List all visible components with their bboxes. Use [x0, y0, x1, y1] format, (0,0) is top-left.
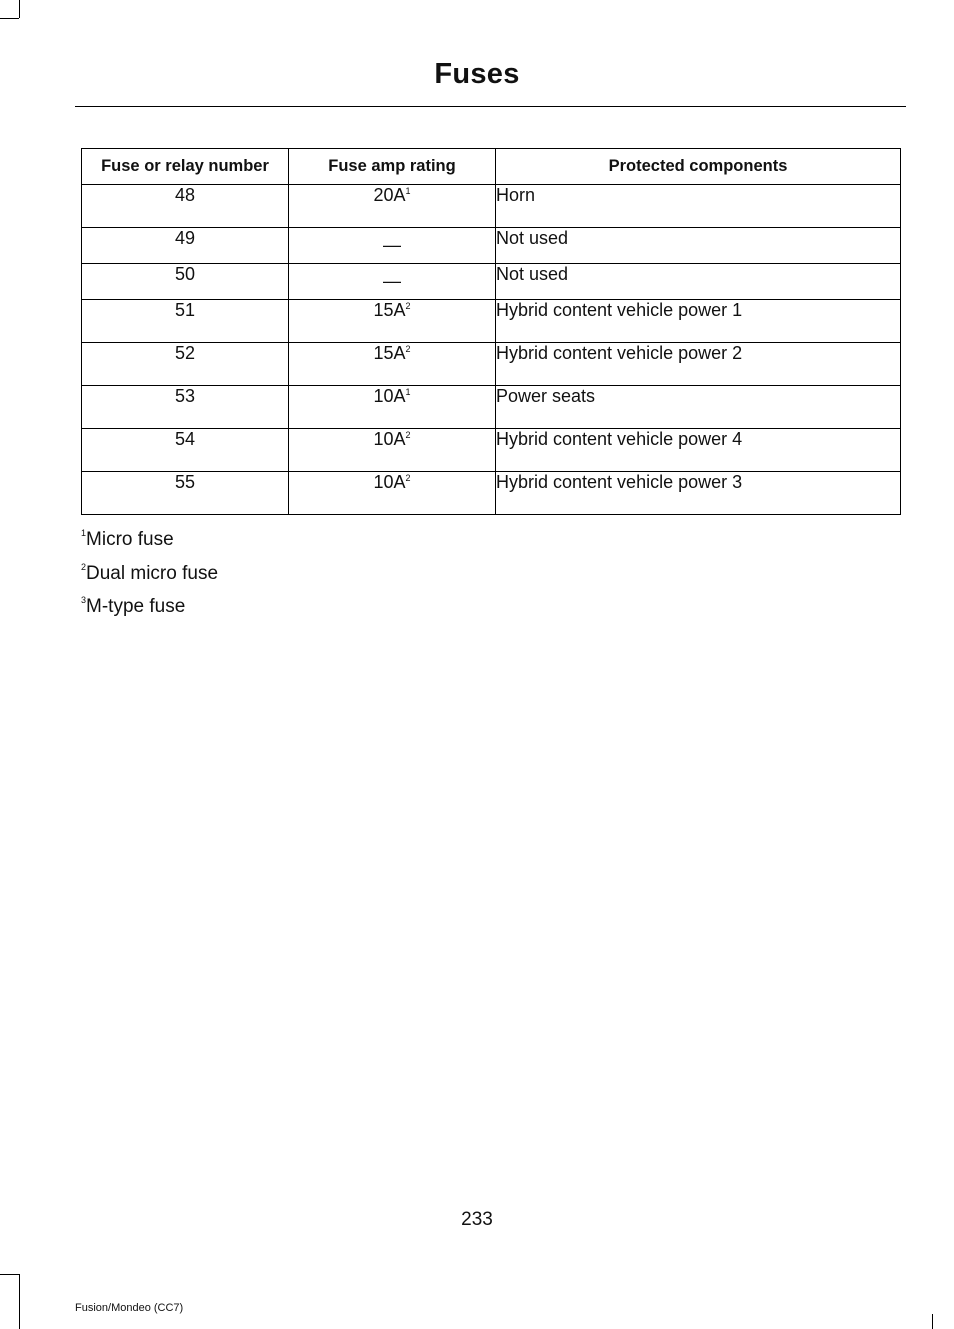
- table-row: [82, 185, 901, 228]
- footer-model-label: Fusion/Mondeo (CC7): [75, 1302, 184, 1314]
- fuse-number: 54: [82, 429, 289, 472]
- table-row: [82, 386, 901, 429]
- table-row: [82, 300, 901, 343]
- fuse-number: 49: [82, 228, 289, 264]
- page-title: Fuses: [434, 58, 520, 90]
- table-row: [82, 472, 901, 515]
- fuse-number: 48: [82, 185, 289, 228]
- amp-rating: $15A^2$: [289, 300, 496, 343]
- table-row: [82, 264, 901, 300]
- table-row: [82, 429, 901, 472]
- table-row: [82, 228, 901, 264]
- amp-rating: —: [289, 228, 496, 264]
- protected-component: Hybrid content vehicle power 4: [496, 429, 901, 472]
- footnote: $^1$Micro fuse: [81, 528, 174, 550]
- crop-mark: [19, 1274, 20, 1329]
- table-row: [82, 343, 901, 386]
- footnote: $^3$M-type fuse: [81, 595, 186, 617]
- table-header-row: [82, 149, 901, 185]
- fuse-number: 52: [82, 343, 289, 386]
- protected-component: Power seats: [496, 386, 901, 429]
- fuse-number: 50: [82, 264, 289, 300]
- amp-rating: $10A^2$: [289, 472, 496, 515]
- amp-rating: $10A^1$: [289, 386, 496, 429]
- protected-component: Hybrid content vehicle power 1: [496, 300, 901, 343]
- fuse-number: 53: [82, 386, 289, 429]
- amp-rating: —: [289, 264, 496, 300]
- column-header: Fuse amp rating: [289, 149, 496, 185]
- page-number: 233: [461, 1209, 493, 1230]
- amp-rating: $20A^1$: [289, 185, 496, 228]
- protected-component: Horn: [496, 185, 901, 228]
- column-header: Protected components: [496, 149, 901, 185]
- footnote: $^2$Dual micro fuse: [81, 561, 219, 584]
- crop-mark: [0, 1274, 19, 1275]
- crop-mark: [19, 0, 20, 18]
- footnotes: [81, 528, 218, 629]
- fuse-number: 55: [82, 472, 289, 515]
- fuse-table: [81, 148, 901, 515]
- protected-component: Hybrid content vehicle power 3: [496, 472, 901, 515]
- crop-mark: [932, 1314, 933, 1329]
- protected-component: Not used: [496, 264, 901, 300]
- fuse-number: 51: [82, 300, 289, 343]
- title-divider: [75, 106, 906, 107]
- amp-rating: $15A^2$: [289, 343, 496, 386]
- amp-rating: $10A^2$: [289, 429, 496, 472]
- protected-component: Not used: [496, 228, 901, 264]
- protected-component: Hybrid content vehicle power 2: [496, 343, 901, 386]
- crop-mark: [0, 18, 19, 19]
- column-header: Fuse or relay number: [82, 149, 289, 185]
